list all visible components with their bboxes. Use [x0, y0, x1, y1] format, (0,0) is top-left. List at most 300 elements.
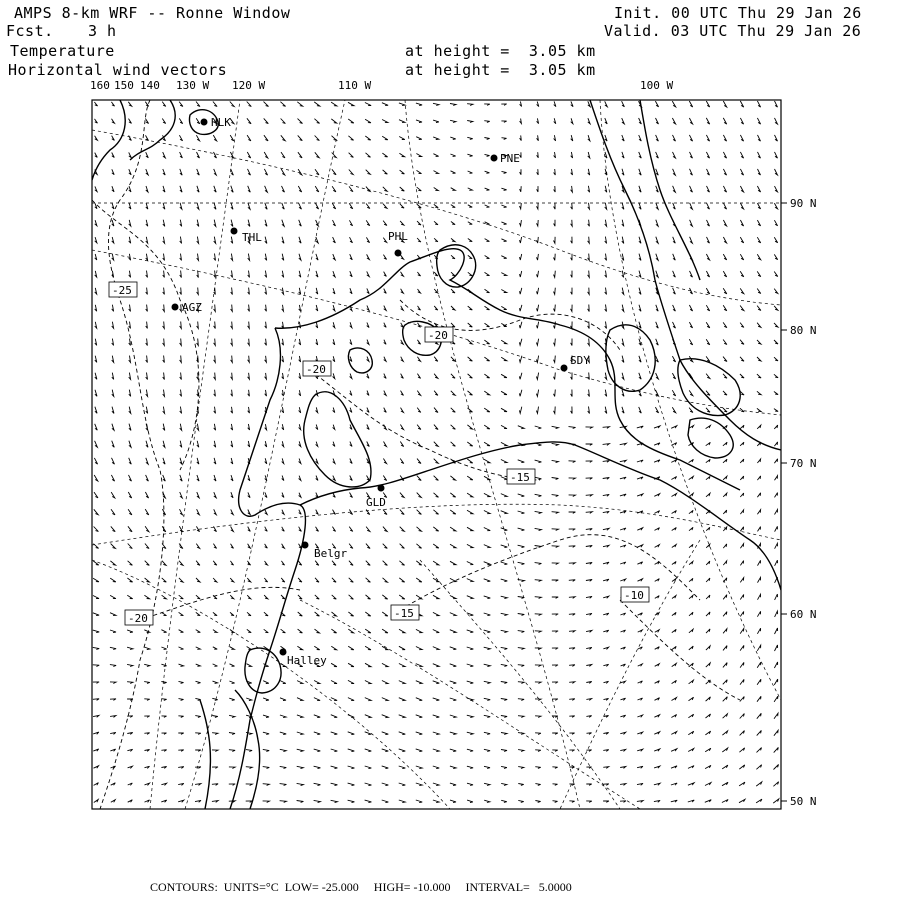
wind-vector [214, 441, 216, 447]
wind-vector [348, 663, 354, 666]
lon-label: 120 W [232, 79, 266, 92]
wind-vector [654, 426, 660, 428]
wind-vector [451, 222, 455, 225]
wind-vector [688, 749, 694, 752]
wind-vector [297, 698, 303, 701]
wind-vector [518, 511, 525, 514]
wind-vector [214, 390, 216, 397]
wind-vector [723, 544, 726, 548]
wind-vector [331, 629, 336, 633]
wind-vector [723, 203, 726, 209]
wind-vector [605, 322, 607, 329]
wind-vector [520, 254, 522, 260]
station-halley [280, 649, 328, 668]
wind-vector [468, 391, 473, 395]
wind-vector [163, 458, 165, 464]
wind-vector [637, 766, 643, 768]
wind-vector [297, 732, 303, 735]
wind-vector [399, 153, 404, 156]
wind-vector [520, 186, 522, 192]
wind-vector [723, 459, 727, 463]
wind-vector [740, 271, 744, 276]
wind-vector [112, 373, 114, 380]
wind-vector [111, 766, 116, 768]
wind-vector [433, 800, 439, 803]
wind-vector [214, 152, 217, 158]
wind-vector [571, 152, 573, 158]
wind-vector [163, 186, 165, 192]
wind-vector [129, 356, 131, 363]
wind-vector [501, 256, 506, 259]
wind-vector [416, 544, 421, 548]
wind-vector [382, 136, 388, 140]
wind-vector [603, 613, 609, 615]
wind-vector [144, 595, 149, 599]
wind-vector [740, 731, 745, 736]
wind-vector [638, 647, 643, 650]
wind-vector [214, 373, 216, 380]
wind-vector [348, 732, 355, 735]
wind-vector [214, 203, 216, 210]
wind-vector [654, 766, 660, 768]
wind-vector [213, 544, 216, 549]
wind-vector [434, 306, 438, 310]
wind-vector [535, 460, 542, 463]
wind-vector [110, 630, 116, 633]
wind-vector [757, 510, 760, 515]
wind-vector [535, 767, 540, 769]
wind-vector [382, 732, 389, 735]
wind-vector [418, 323, 421, 327]
wind-vector [774, 340, 778, 344]
wind-vector [673, 203, 676, 209]
wind-vector [229, 784, 235, 786]
wind-vector [501, 494, 507, 497]
wind-vector [537, 135, 539, 140]
wind-vector [758, 169, 761, 175]
wind-vector [280, 749, 286, 751]
wind-vector [314, 783, 321, 785]
wind-vector [740, 561, 743, 566]
wind-vector [639, 373, 641, 379]
wind-vector [433, 137, 439, 140]
wind-vector [316, 288, 318, 294]
wind-vector [467, 476, 473, 480]
wind-vector [367, 288, 369, 293]
wind-vector [264, 629, 269, 632]
wind-vector [263, 698, 269, 701]
wind-vector [146, 458, 148, 464]
wind-vector [467, 425, 472, 429]
wind-vector [639, 271, 641, 278]
wind-vector [178, 800, 184, 802]
wind-vector [689, 680, 694, 684]
wind-vector [416, 698, 422, 701]
wind-vector [282, 305, 284, 311]
wind-vector [689, 578, 693, 581]
wind-vector [569, 512, 576, 513]
lat-label: 60 N [790, 608, 817, 621]
wind-vector [740, 476, 743, 480]
wind-vector [501, 664, 507, 666]
wind-vector [520, 220, 522, 226]
wind-vector [281, 595, 285, 599]
wind-vector [231, 203, 233, 210]
wind-vector [552, 767, 557, 769]
wind-vector [656, 118, 659, 124]
wind-vector [688, 783, 694, 785]
wind-vector [451, 306, 455, 310]
wind-vector [247, 152, 250, 158]
wind-vector [434, 391, 438, 396]
wind-vector [111, 800, 115, 803]
wind-vector [620, 545, 626, 547]
wind-vector [180, 288, 182, 295]
wind-vector [673, 135, 676, 141]
wind-vector [417, 527, 422, 531]
wind-vector [450, 137, 455, 139]
wind-vector [484, 374, 489, 378]
wind-vector [707, 237, 710, 243]
wind-vector [484, 391, 489, 395]
wind-vector [367, 306, 369, 311]
wind-vector [655, 545, 660, 548]
wind-vector [214, 407, 216, 414]
wind-vector [571, 288, 572, 295]
wind-vector [639, 356, 641, 362]
wind-vector [537, 169, 539, 175]
wind-vector [196, 135, 199, 141]
wind-vector [484, 732, 490, 734]
wind-vector [214, 339, 216, 346]
wind-vector [484, 442, 490, 446]
wind-vector [638, 630, 643, 632]
wind-vector [248, 356, 250, 363]
wind-vector [757, 679, 761, 685]
wind-vector [570, 767, 575, 768]
wind-vector [535, 733, 541, 735]
wind-vector [433, 749, 439, 752]
wind-vector [673, 322, 676, 328]
wind-vector [434, 238, 438, 241]
wind-vector [588, 135, 590, 141]
wind-vector [552, 529, 559, 531]
wind-vector [299, 220, 302, 226]
wind-vector [467, 137, 472, 139]
wind-vector [400, 255, 403, 259]
wind-vector [129, 373, 131, 380]
wind-vector [299, 254, 301, 260]
wind-vector [689, 561, 693, 564]
wind-vector [197, 203, 199, 210]
wind-vector [316, 237, 318, 243]
wind-vector [757, 493, 760, 497]
wind-vector [265, 271, 267, 278]
wind-vector [484, 104, 490, 106]
wind-vector [263, 681, 269, 684]
wind-vector [399, 766, 406, 769]
wind-vector [146, 305, 148, 312]
wind-vector [654, 494, 659, 497]
wind-vector [467, 527, 473, 530]
wind-vector [112, 254, 114, 260]
wind-vector [214, 492, 216, 498]
wind-vector [723, 612, 727, 617]
wind-vector [774, 679, 777, 685]
wind-vector [127, 630, 133, 633]
field-temperature: Temperature [10, 42, 115, 60]
wind-vector [231, 373, 233, 380]
svg-text:-15: -15 [510, 471, 530, 484]
wind-vector [195, 750, 201, 751]
wind-vector [212, 716, 218, 718]
wind-vector [95, 288, 97, 294]
wind-vector [314, 119, 319, 124]
lat-label: 90 N [790, 197, 817, 210]
wind-vector [299, 305, 301, 311]
wind-vector [195, 716, 200, 718]
wind-vector [366, 153, 371, 157]
wind-vector [112, 339, 114, 346]
wind-vector [535, 699, 541, 701]
wind-vector [569, 750, 574, 752]
wind-vector [180, 186, 182, 192]
wind-vector [349, 595, 354, 599]
wind-vector [195, 800, 201, 802]
wind-vector [706, 561, 710, 565]
wind-vector [740, 662, 744, 667]
wind-vector [554, 390, 556, 397]
wind-vector [484, 579, 491, 582]
wind-vector [723, 322, 727, 327]
station-agz [172, 301, 203, 314]
wind-vector [757, 628, 760, 634]
wind-vector [93, 715, 99, 717]
wind-vector [655, 407, 658, 413]
wind-vector [298, 135, 303, 140]
wind-vector [367, 340, 369, 345]
wind-vector [196, 595, 200, 599]
wind-vector [638, 613, 643, 616]
wind-vector [723, 254, 726, 260]
wind-vector [350, 391, 352, 396]
wind-vector [519, 407, 521, 414]
wind-vector [588, 271, 590, 278]
wind-vector [416, 800, 422, 803]
wind-vector [416, 647, 422, 650]
wind-vector [637, 545, 642, 547]
wind-vector [586, 665, 591, 667]
wind-vector [333, 373, 335, 378]
wind-vector [706, 697, 711, 701]
wind-vector [656, 271, 658, 278]
wind-vector [350, 322, 352, 327]
wind-vector [332, 136, 337, 141]
wind-vector [161, 783, 166, 785]
wind-vector [723, 510, 726, 514]
wind-vector [655, 579, 660, 582]
wind-vector [588, 152, 590, 158]
wind-vector [400, 544, 405, 549]
wind-vector [349, 153, 354, 158]
wind-vector [723, 237, 726, 243]
wind-vector [163, 475, 166, 481]
wind-vector [520, 169, 521, 174]
wind-vector [94, 102, 97, 106]
wind-vector [501, 222, 506, 225]
wind-vector [331, 681, 337, 684]
wind-vector [706, 288, 709, 294]
wind-vector [775, 645, 778, 651]
wind-vector [382, 715, 389, 718]
wind-vector [774, 765, 779, 770]
contour-legend-footer: CONTOURS: UNITS=°C LOW= -25.000 HIGH= -10.000 INTERVAL= 5.0000 [150, 880, 572, 894]
wind-vector [501, 340, 507, 343]
wind-vector [197, 492, 199, 498]
wind-vector [144, 716, 149, 718]
wind-vector [180, 271, 182, 278]
wind-vector [129, 424, 131, 431]
wind-vector [246, 698, 252, 701]
wind-vector [112, 186, 114, 192]
wind-vector [281, 135, 285, 140]
wind-vector [484, 493, 490, 496]
wind-vector [518, 545, 525, 547]
wind-vector [146, 152, 149, 158]
lat-label: 70 N [790, 457, 817, 470]
wind-vector [739, 765, 744, 769]
svg-text:PNE: PNE [500, 152, 520, 165]
wind-vector [264, 578, 267, 582]
wind-vector [450, 715, 456, 718]
wind-vector [231, 475, 233, 481]
wind-vector [95, 237, 97, 243]
wind-vector [127, 578, 132, 582]
wind-vector [332, 527, 335, 532]
wind-vector [179, 118, 182, 123]
wind-vector [757, 237, 760, 243]
wind-vector [706, 118, 709, 124]
wind-vector [671, 800, 677, 802]
svg-text:-20: -20 [128, 612, 148, 625]
wind-vector [740, 152, 743, 158]
wind-vector [416, 766, 422, 769]
wind-vector [214, 509, 217, 514]
wind-vector [468, 255, 472, 258]
wind-vector [520, 237, 522, 243]
wind-vector [146, 254, 148, 261]
wind-vector [365, 663, 371, 666]
forecast-value: 3 h [88, 22, 117, 40]
wind-vector [586, 596, 592, 598]
wind-vector [654, 511, 659, 514]
wind-vector [129, 152, 132, 157]
wind-vector [331, 102, 337, 106]
wind-vector [382, 681, 388, 684]
wind-vector [127, 595, 132, 598]
wind-vector [673, 169, 676, 175]
wind-vector [554, 118, 556, 123]
wind-vector [129, 186, 131, 192]
wind-vector [554, 237, 556, 243]
wind-vector [366, 561, 370, 566]
wind-vector [620, 579, 625, 581]
wind-vector [163, 254, 165, 261]
wind-vector [571, 237, 573, 244]
svg-text:AGZ: AGZ [182, 301, 202, 314]
wind-vector [571, 186, 573, 192]
wind-vector [637, 783, 643, 785]
wind-vector [450, 120, 456, 122]
wind-vector [774, 254, 777, 259]
wind-vector [400, 221, 404, 225]
wind-vector [552, 546, 559, 548]
wind-vector [620, 477, 626, 479]
wind-vector [248, 288, 250, 295]
wind-vector [111, 475, 114, 481]
wind-vector [705, 765, 711, 768]
wind-vector [450, 800, 456, 802]
wind-vector [112, 356, 114, 363]
wind-vector [196, 544, 199, 549]
wind-vector [213, 612, 217, 615]
wind-vector [382, 103, 388, 106]
wind-vector [485, 239, 490, 242]
wind-vector [689, 612, 693, 616]
wind-vector [501, 800, 507, 802]
wind-vector [672, 407, 675, 412]
wind-vector [229, 715, 235, 717]
wind-vector [214, 220, 216, 227]
wind-vector [672, 680, 677, 683]
wind-vector [535, 511, 542, 513]
wind-vector [265, 339, 267, 346]
wind-vector [145, 544, 149, 549]
wind-vector [484, 562, 491, 565]
wind-vector [366, 578, 371, 582]
wind-vector [314, 681, 320, 684]
wind-vector [586, 461, 593, 463]
wind-vector [383, 204, 387, 209]
wind-vector [537, 271, 539, 277]
wind-vector [450, 527, 456, 531]
wind-vector [299, 373, 301, 379]
wind-vector [554, 186, 556, 192]
wind-vector [180, 390, 182, 397]
wind-vector [265, 493, 267, 498]
wind-vector [400, 425, 403, 430]
wind-vector [145, 561, 150, 566]
wind-vector [112, 407, 114, 414]
wind-vector [537, 288, 539, 294]
wind-vector [95, 305, 97, 311]
contour-label [109, 282, 137, 297]
wind-vector [740, 595, 743, 600]
wind-vector [586, 682, 591, 684]
wind-vector [501, 630, 508, 632]
wind-vector [603, 461, 610, 463]
wind-vector [723, 646, 727, 651]
wind-vector [501, 682, 507, 684]
wind-vector [758, 152, 761, 158]
wind-vector [128, 800, 133, 803]
wind-vector [399, 561, 404, 565]
wind-vector [349, 578, 354, 582]
wind-vector [384, 272, 387, 277]
wind-vector [180, 169, 182, 175]
wind-vector [775, 493, 778, 498]
wind-vector [774, 425, 777, 429]
